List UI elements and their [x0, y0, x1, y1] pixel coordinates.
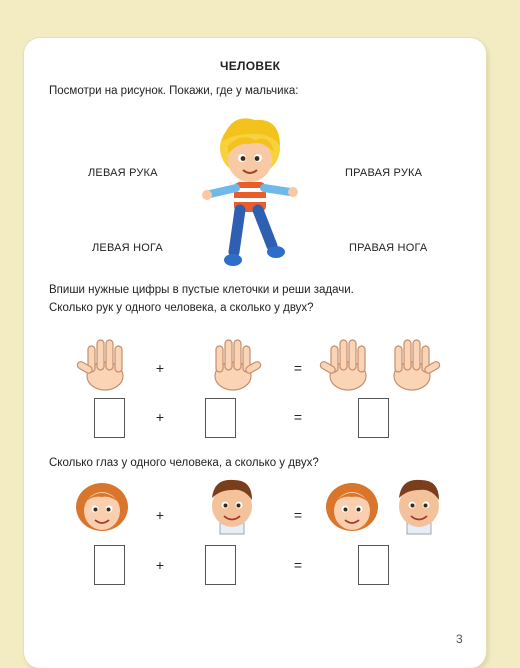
boy-face-icon [391, 476, 447, 536]
hand-icon [75, 336, 135, 392]
question-eyes: Сколько глаз у одного человека, а сколько у двух? [49, 457, 319, 469]
answer-box-eyes-two[interactable] [205, 545, 236, 585]
hand-icon [203, 336, 263, 392]
hand-icon [382, 336, 442, 392]
page-title: ЧЕЛОВЕК [220, 59, 281, 73]
answer-box-eyes-total[interactable] [358, 545, 389, 585]
boy-face-icon [204, 476, 260, 536]
equals-sign: = [293, 507, 303, 523]
instruction-fill: Впиши нужные цифры в пустые клеточки и реши задачи. [49, 284, 354, 296]
plus-sign: + [155, 557, 165, 573]
instruction-look: Посмотри на рисунок. Покажи, где у мальчика: [49, 85, 299, 97]
plus-sign: + [155, 507, 165, 523]
equals-sign: = [293, 360, 303, 376]
label-left-hand: ЛЕВАЯ РУКА [88, 167, 158, 179]
plus-sign: + [155, 409, 165, 425]
boy-illustration [200, 112, 300, 272]
label-right-hand: ПРАВАЯ РУКА [345, 167, 423, 179]
answer-box-hands-one[interactable] [94, 398, 125, 438]
plus-sign: + [155, 360, 165, 376]
equals-sign: = [293, 409, 303, 425]
answer-box-eyes-one[interactable] [94, 545, 125, 585]
girl-face-icon [74, 481, 130, 535]
equals-sign: = [293, 557, 303, 573]
girl-face-icon [324, 481, 380, 535]
question-hands: Сколько рук у одного человека, а сколько у двух? [49, 302, 314, 314]
answer-box-hands-two[interactable] [205, 398, 236, 438]
hand-icon [318, 336, 378, 392]
label-right-leg: ПРАВАЯ НОГА [349, 242, 428, 254]
label-left-leg: ЛЕВАЯ НОГА [92, 242, 163, 254]
answer-box-hands-total[interactable] [358, 398, 389, 438]
page-number: 3 [456, 632, 463, 646]
